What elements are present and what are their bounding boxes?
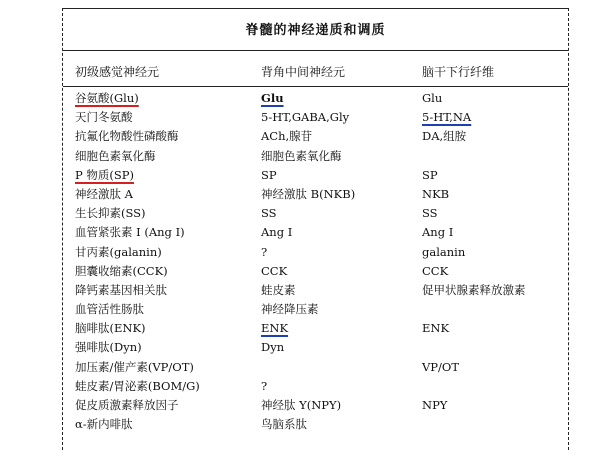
cell: 血管紧张素 I (Ang I) [75,225,185,240]
cell: ENK [261,321,289,336]
cell: ENK [422,321,450,336]
table-row [63,377,568,396]
cell: 促皮质激素释放因子 [75,398,179,412]
table-row [63,204,568,223]
table-row [63,300,568,319]
table-row [63,243,568,262]
cell: Ang I [261,225,293,240]
table-row [63,338,568,357]
cell: Ang I [422,225,454,240]
table-row [63,127,568,146]
cell: CCK [422,263,449,278]
cell: 脑啡肽(ENK) [75,321,146,336]
table-row [63,358,568,377]
table-row [63,147,568,166]
cell: galanin [422,244,466,259]
table-row [63,185,568,204]
cell: ? [261,378,268,393]
table-row [63,319,568,338]
table-title: 脊髓的神经递质和调质 [245,23,386,38]
table-row [63,89,568,108]
cell: Dyn [261,340,285,355]
cell: Glu [422,91,443,105]
table-row [63,415,568,434]
table-body [63,89,568,434]
top-rule [63,50,568,51]
table-row [63,396,568,415]
cell: 生长抑素(SS) [75,206,146,221]
cell: 5-HT,GABA,Gly [261,110,350,125]
cell: α-新内啡肽 [75,417,133,432]
table-row [63,108,568,127]
cell: SP [261,167,277,182]
cell: 神经激肽 B(NKB) [261,186,356,201]
cell: 谷氨酸(Glu) [75,91,139,105]
cell: 神经降压素 [261,302,319,317]
header-primary-sensory: 初级感觉神经元 [75,65,160,79]
cell: P 物质(SP) [75,167,134,182]
cell: 细胞色素氧化酶 [261,148,342,163]
cell: NKB [422,186,450,201]
cell: Glu [261,91,284,105]
header-rule [63,86,568,87]
table-frame [62,8,569,450]
table-row [63,166,568,185]
table-row [63,262,568,281]
cell: 促甲状腺素释放激素 [422,282,526,297]
cell: 抗氟化物酸性磷酸酶 [75,129,179,144]
cell: 强啡肽(Dyn) [75,340,142,355]
cell: 鸟脑系肽 [261,417,307,432]
header-dorsal-horn: 背角中间神经元 [261,65,346,79]
cell: DA,组胺 [422,129,467,144]
cell: ACh,腺苷 [261,129,313,144]
cell: 神经肽 Y(NPY) [261,398,342,412]
table-row [63,223,568,242]
cell: NPY [422,398,448,412]
cell: CCK [261,263,288,278]
cell: 细胞色素氧化酶 [75,148,156,163]
cell: 血管活性肠肽 [75,302,144,317]
cell: SP [422,167,438,182]
cell: SS [422,206,438,221]
cell: 天门冬氨酸 [75,110,133,125]
cell: 神经激肽 A [75,186,133,201]
cell: 胆囊收缩素(CCK) [75,263,168,278]
cell: 降钙素基因相关肽 [75,282,167,297]
cell: 甘丙素(galanin) [75,244,162,259]
table-row [63,281,568,300]
cell: ? [261,244,268,259]
cell: 蛙皮素/胃泌素(BOM/G) [75,378,200,393]
cell: 加压素/催产素(VP/OT) [75,359,194,374]
cell: VP/OT [422,359,460,374]
cell: 5-HT,NA [422,110,472,125]
cell: SS [261,206,277,221]
cell: 蛙皮素 [261,282,296,297]
header-brainstem: 脑干下行纤维 [422,65,495,79]
